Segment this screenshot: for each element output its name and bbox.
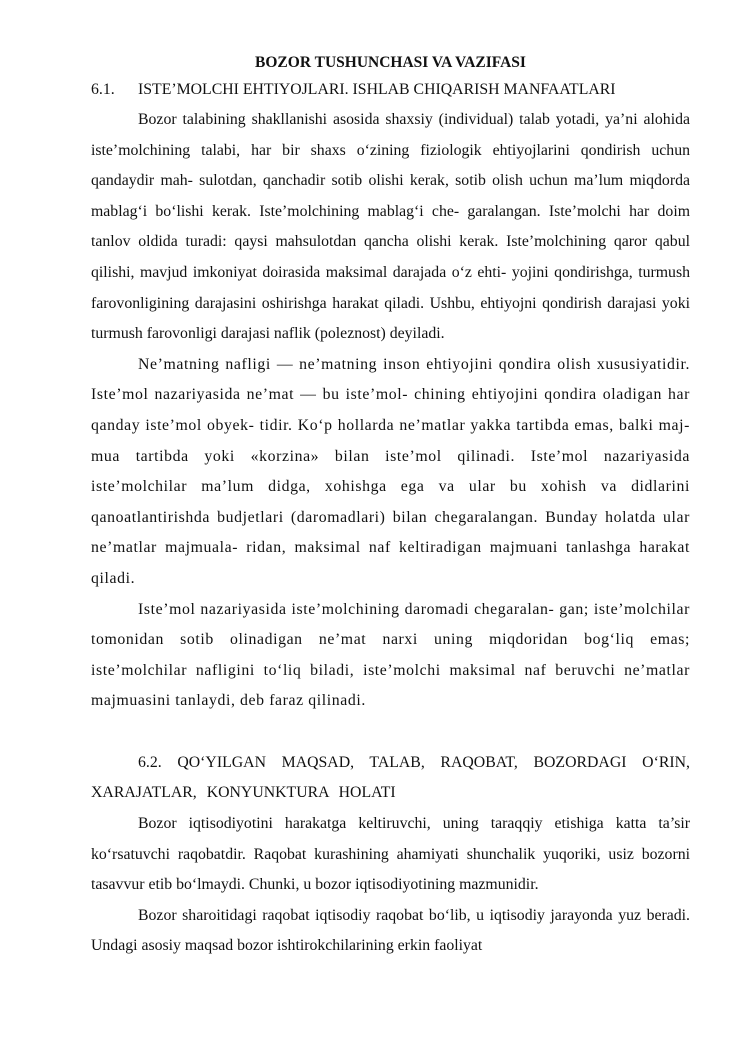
paragraph-1-3: Iste’mol nazariyasida iste’molchining daromadi chegaralan- gan; iste’molchilar tomonidan sotib olinadigan ne’mat narxi uning miqdoridan bog‘liq emas; iste’molchilar nafligini to‘liq biladi, iste’molchi maksimal naf beruvchi ne’matlar majmuasini tanlaydi, deb faraz qilinadi. bbox=[91, 600, 690, 710]
page-title: BOZOR TUSHUNCHASI VA VAZIFASI bbox=[255, 54, 526, 71]
paragraph-2-1: Bozor iqtisodiyotini harakatga keltiruvchi, uning taraqqiy etishiga katta ta’sir ko‘rsatuvchi raqobatdir. Raqobat kurashining ahamiyati shunchalik yuqoriki, usiz bozorni tasavvur etib bo‘lmaydi. Chunki, u bozor iqtisodiyotining mazmunidir. bbox=[91, 815, 690, 894]
section-1-number: 6.1. bbox=[91, 81, 115, 98]
paragraph-1-1: Bozor talabining shakllanishi asosida shaxsiy (individual) talab yotadi, ya’ni alohida iste’molchining talabi, har bir shaxs o‘zining fiziologik ehtiyojlarini qondirish uchun qandaydir mah- sulotdan, qanchadir sotib olishi kerak, sotib olish uchun ma’lum miqdorda mablag‘i bo‘lishi kerak. Iste’molchining mablag‘i che- garalangan. Iste’molchi har doim tanlov oldida turadi: qaysi mahsulotdan qancha olishi kerak. Iste’molchining qaror qabul qilishi, mavjud imkoniyat doirasida maksimal darajada o‘z ehti- yojini qondirishga, turmush farovonligining darajasini oshirishga harakat qiladi. Ushbu, ehtiyojni qondirish darajasi yoki turmush farovonligi darajasi naflik (poleznost) deyiladi. bbox=[91, 111, 690, 343]
paragraph-2-2: Bozor sharoitidagi raqobat iqtisodiy raqobat bo‘lib, u iqtisodiy jarayonda yuz beradi. Undagi asosiy maqsad bozor ishtirokchilarining erkin faoliyat bbox=[91, 906, 690, 955]
section-1-title: ISTE’MOLCHI EHTIYOJLARI. ISHLAB CHIQARISH MANFAATLARI bbox=[138, 81, 616, 98]
section-1-heading bbox=[91, 75, 690, 105]
section-2-heading: 6.2. QO‘YILGAN MAQSAD, TALAB, RAQOBAT, BOZORDAGI O‘RIN, XARAJATLAR, KONYUNKTURA HOLATI bbox=[91, 753, 690, 802]
paragraph-1-2: Ne’matning nafligi — ne’matning inson ehtiyojini qondira olish xususiyatidir. Iste’mol nazariyasida ne’mat — bu iste’mol- chining ehtiyojini qondira oladigan har qanday iste’mol obyek- tidir. Ko‘p hollarda ne’matlar yakka tartibda emas, balki maj- mua tartibda yoki «korzina» bilan iste’mol qilinadi. Iste’mol nazariyasida iste’molchilar ma’lum didga, xohishga ega va ular bu xohish va didlarini qanoatlantirishda budjetlari (daromadlari) bilan chegaralangan. Bunday holatda ular ne’matlar majmuala- ridan, maksimal naf keltiradigan majmuani tanlashga harakat qiladi. bbox=[91, 355, 690, 587]
